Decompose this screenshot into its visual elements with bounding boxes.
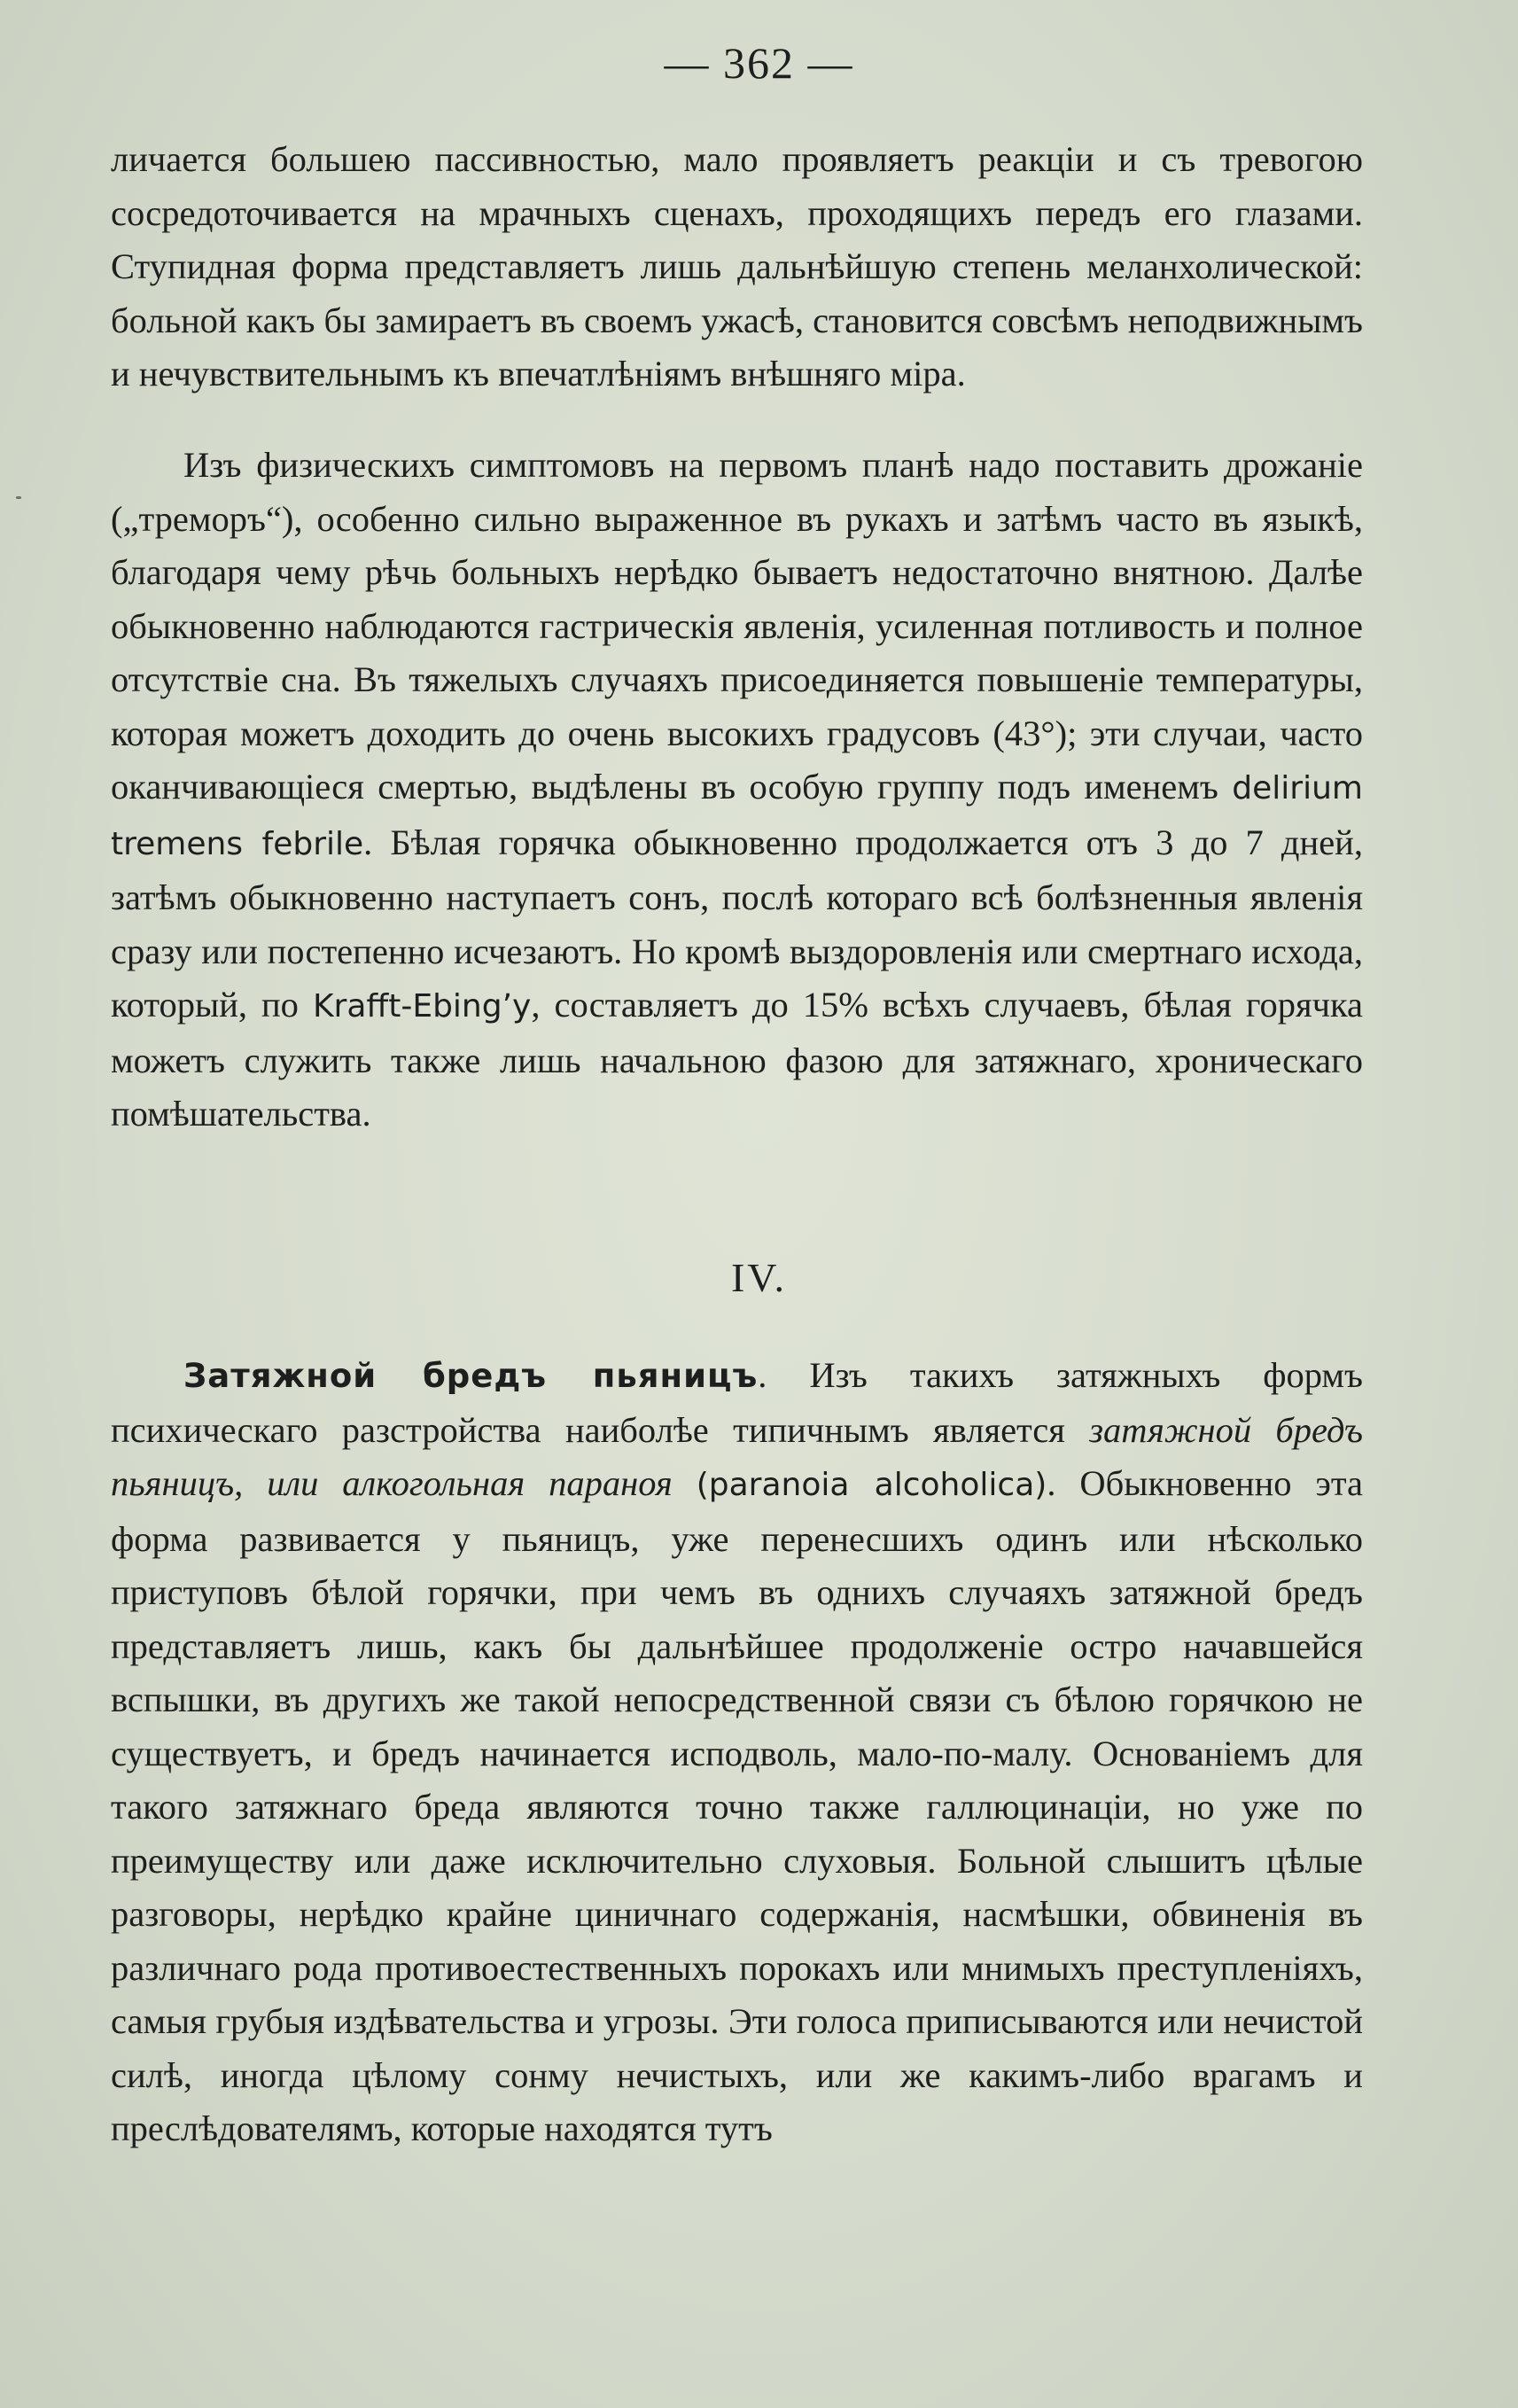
paragraph-text: личается большею пассивностью, мало проявляетъ реакціи и съ тревогою сосредоточивается на мрачныхъ сценахъ, проходящихъ передъ его глазами. Ступидная форма представляетъ лишь дальнѣйшую степень меланхолической: больной какъ бы замираетъ въ своемъ ужасѣ, становится совсѣмъ неподвижнымъ и нечувствительнымъ къ впечатлѣніямъ внѣшняго міра.: [111, 139, 1363, 394]
paragraph-text-part: . Бѣлая горячка обыкновенно продолжается отъ 3 до 7 дней, затѣмъ обыкновенно наступаетъ сонъ, послѣ котораго всѣ болѣзненныя явленія сразу или постепенно исчезаютъ. Но кромѣ выздоровленія или смертнаго исхода, который, по: [111, 822, 1363, 1025]
page-number: — 362 —: [664, 38, 854, 88]
latin-term: (paranoia alcoholica): [696, 1467, 1047, 1503]
section-numeral: IV.: [730, 1255, 788, 1300]
paragraph-text-part: . Обыкновенно эта форма развивается у пьяницъ, уже перенесшихъ одинъ или нѣсколько приступовъ бѣлой горячки, при чемъ въ однихъ случаяхъ затяжной бредъ представляетъ лишь, какъ бы дальнѣйшее продолженіе остро начавшейся вспышки, въ другихъ же такой непосредственной связи съ бѣлою горячкою не существуетъ, и бредъ начинается исподволь, мало-по-малу. Основаніемъ для такого затяжнаго бреда являются точно также галлюцинаціи, но уже по преимуществу или даже исключительно слуховыя. Больной слышитъ цѣлые разговоры, нерѣдко крайне циничнаго содержанія, насмѣшки, обвиненія въ различнаго рода противоестественныхъ порокахъ или мнимыхъ преступленіяхъ, самыя грубыя издѣвательства и угрозы. Эти голоса приписываются или нечистой силѣ, иногда цѣлому сонму нечистыхъ, или же какимъ-либо врагамъ и преслѣдователямъ, которые находятся тутъ: [111, 1463, 1364, 2148]
paragraph-text-part: Изъ физическихъ симптомовъ на первомъ планѣ надо поставить дрожаніе („треморъ“), особенно сильно выраженное въ рукахъ и затѣмъ часто въ языкѣ, благодаря чему рѣчь больныхъ нерѣдко бываетъ недостаточно внятною. Далѣе обыкновенно наблюдаются гастрическія явленія, усиленная потливость и полное отсутствіе сна. Въ тяжелыхъ случаяхъ присоединяется повышеніе температуры, которая можетъ доходить до очень высокихъ градусовъ (43°); эти случаи, часто оканчивающіеся смертью, выдѣлены въ особую группу подъ именемъ: [111, 445, 1363, 807]
latin-term: delirium tremens febrile: [111, 770, 1363, 862]
paragraph-text-part: , составляетъ до 15% всѣхъ случаевъ, бѣлая горячка можетъ служить также лишь начальною фазою для затяжнаго, хроническаго помѣшательства.: [111, 985, 1364, 1134]
author-name: Krafft-Ebing’у: [312, 988, 532, 1025]
paragraph-chronic-delirium: [111, 1349, 1363, 2156]
italic-term: затяжной бредъ пьяницъ, или алкогольная параноя: [111, 1409, 1363, 1503]
paragraph-physical-symptoms: [111, 439, 1363, 1142]
paragraph-text-part: . Изъ такихъ затяжныхъ формъ психическаго разстройства наиболѣе типичнымъ является: [111, 1355, 1363, 1450]
paragraph-heading: Затяжной бредъ пьяницъ: [183, 1357, 759, 1395]
paper-speck: [16, 496, 21, 499]
paragraph-continuation: [111, 133, 1363, 401]
